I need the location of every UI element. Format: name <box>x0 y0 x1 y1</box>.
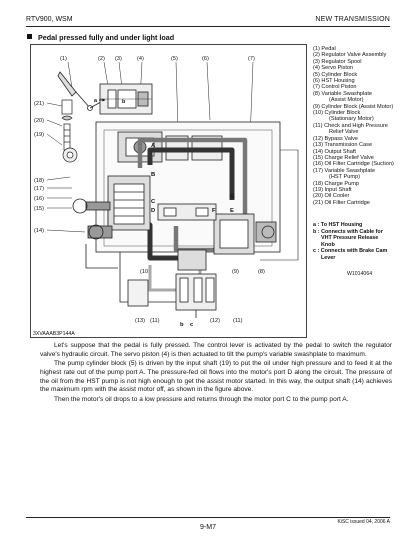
ref-item: b : Connects with Cable for <box>313 228 383 235</box>
ref-item: VHT Pressure Release <box>321 235 379 242</box>
callout-19: (19) <box>34 132 44 138</box>
callout-15: (15) <box>34 206 44 212</box>
legend-item: (11) Check and High Pressure <box>313 122 388 129</box>
legend-item: (15) Charge Relief Valve <box>313 154 374 161</box>
port-label-D: D <box>151 208 156 214</box>
legend-item: (Assist Motor) <box>329 97 364 104</box>
port-label-b-top: b <box>122 99 126 105</box>
callout-7: (7) <box>248 56 255 62</box>
port-label-b-bottom: b <box>180 322 184 328</box>
paragraph: The pump cylinder block (5) is driven by the input shaft (19) to put the oil under high pressure and to feed it at the highest rate out of the pump port A. The pressure-fed oil flows into the motor's port D along the circuit. The pressure of the oil from the HST pump is not high enough to get the assist motor started. In this way, the output shaft (14) achieves the maximum rpm with the assist motor off, as shown in the figure above. <box>40 360 392 394</box>
paragraph: Then the motor's oil drops to a low pressure and returns through the motor port C to the pump port A. <box>54 395 349 403</box>
legend-item: (9) Cylinder Block (Assist Motor) <box>313 103 394 110</box>
callout-13: (13) <box>135 318 145 324</box>
port-label-E: E <box>230 208 234 214</box>
port-label-B: B <box>151 172 156 178</box>
callout-21: (21) <box>34 101 44 107</box>
legend-item: (7) Control Piston <box>313 84 357 91</box>
legend-item: (17) Variable Swashplate <box>313 167 376 174</box>
callout-6: (6) <box>202 56 209 62</box>
legend-item: (6) HST Housing <box>313 78 355 85</box>
legend-item: (21) Oil Filter Cartridge <box>313 199 370 206</box>
callout-12: (12) <box>210 318 220 324</box>
legend-item: (1) Pedal <box>313 46 336 52</box>
chapter-title: NEW TRANSMISSION <box>315 16 390 23</box>
legend-item: (19) Input Shaft <box>313 186 352 193</box>
callout-4: (4) <box>137 56 144 62</box>
legend-item: (Stationary Motor) <box>329 116 374 123</box>
port-label-C: C <box>151 199 156 205</box>
callout-5: (5) <box>171 56 178 62</box>
manual-model-label: RTV900, WSM <box>26 16 73 23</box>
legend-item: (HST Pump) <box>329 174 360 181</box>
reference-notes <box>313 222 403 262</box>
port-label-G: G <box>230 194 235 200</box>
callout-2: (2) <box>98 56 105 62</box>
legend-item: (5) Cylinder Block <box>313 71 358 78</box>
callout-20: (20) <box>34 118 44 124</box>
paragraph: Let's suppose that the pedal is fully pressed. The control lever is activated by the pedal to switch the regulator valve's hydraulic circuit. The servo piston (4) is then actuated to tilt the pump's variable swashplate to maximum. <box>40 342 392 358</box>
ref-item: Lever <box>321 254 336 261</box>
legend-item: (16) Oil Filter Cartridge (Suction) <box>313 161 394 168</box>
reference-code: W1014064 <box>347 271 373 277</box>
issue-note: KiSC issued 04, 2006 A <box>337 519 390 525</box>
figure-code: 3XVAAAB3P144A <box>33 331 75 337</box>
callout-3: (3) <box>115 56 122 62</box>
section-title: Pedal pressed fully and under light load <box>38 33 175 42</box>
port-label-c: c <box>190 322 194 328</box>
page-number: 9-M7 <box>200 524 216 531</box>
footer-rule <box>26 517 390 518</box>
legend-item: (2) Regulator Valve Assembly <box>313 52 387 59</box>
callout-14: (14) <box>34 228 44 234</box>
callout-17: (17) <box>34 186 44 192</box>
legend-item: (13) Transmission Case <box>313 142 373 149</box>
port-label-a: a <box>94 98 97 104</box>
callout-1: (1) <box>60 56 67 62</box>
parts-legend <box>313 46 403 206</box>
description-text <box>40 342 392 405</box>
callout-10: (10) <box>140 269 150 275</box>
legend-item: (10) Cylinder Block <box>313 110 361 117</box>
legend-item: (20) Oil Cooler <box>313 193 350 200</box>
legend-item: (12) Bypass Valve <box>313 135 358 142</box>
callout-11-right: (11) <box>233 318 243 324</box>
callout-11-left: (11) <box>150 318 160 324</box>
callout-8: (8) <box>258 269 265 275</box>
legend-item: (8) Variable Swashplate <box>313 90 372 97</box>
legend-item: (14) Output Shaft <box>313 148 356 155</box>
legend-item: (4) Servo Piston <box>313 65 354 72</box>
callout-16: (16) <box>34 196 44 202</box>
port-label-A: A <box>151 143 156 149</box>
callout-18: (18) <box>34 178 44 184</box>
legend-item: Relief Valve <box>329 129 359 136</box>
ref-item: c : Connects with Brake Cam <box>313 248 388 255</box>
callout-9: (9) <box>232 269 239 275</box>
ref-item: a : To HST Housing <box>313 222 363 228</box>
port-label-F: F <box>212 208 216 214</box>
ref-item: Knob <box>321 241 335 248</box>
legend-item: (18) Charge Pump <box>313 180 360 187</box>
legend-item: (3) Regulator Spool <box>313 58 362 65</box>
